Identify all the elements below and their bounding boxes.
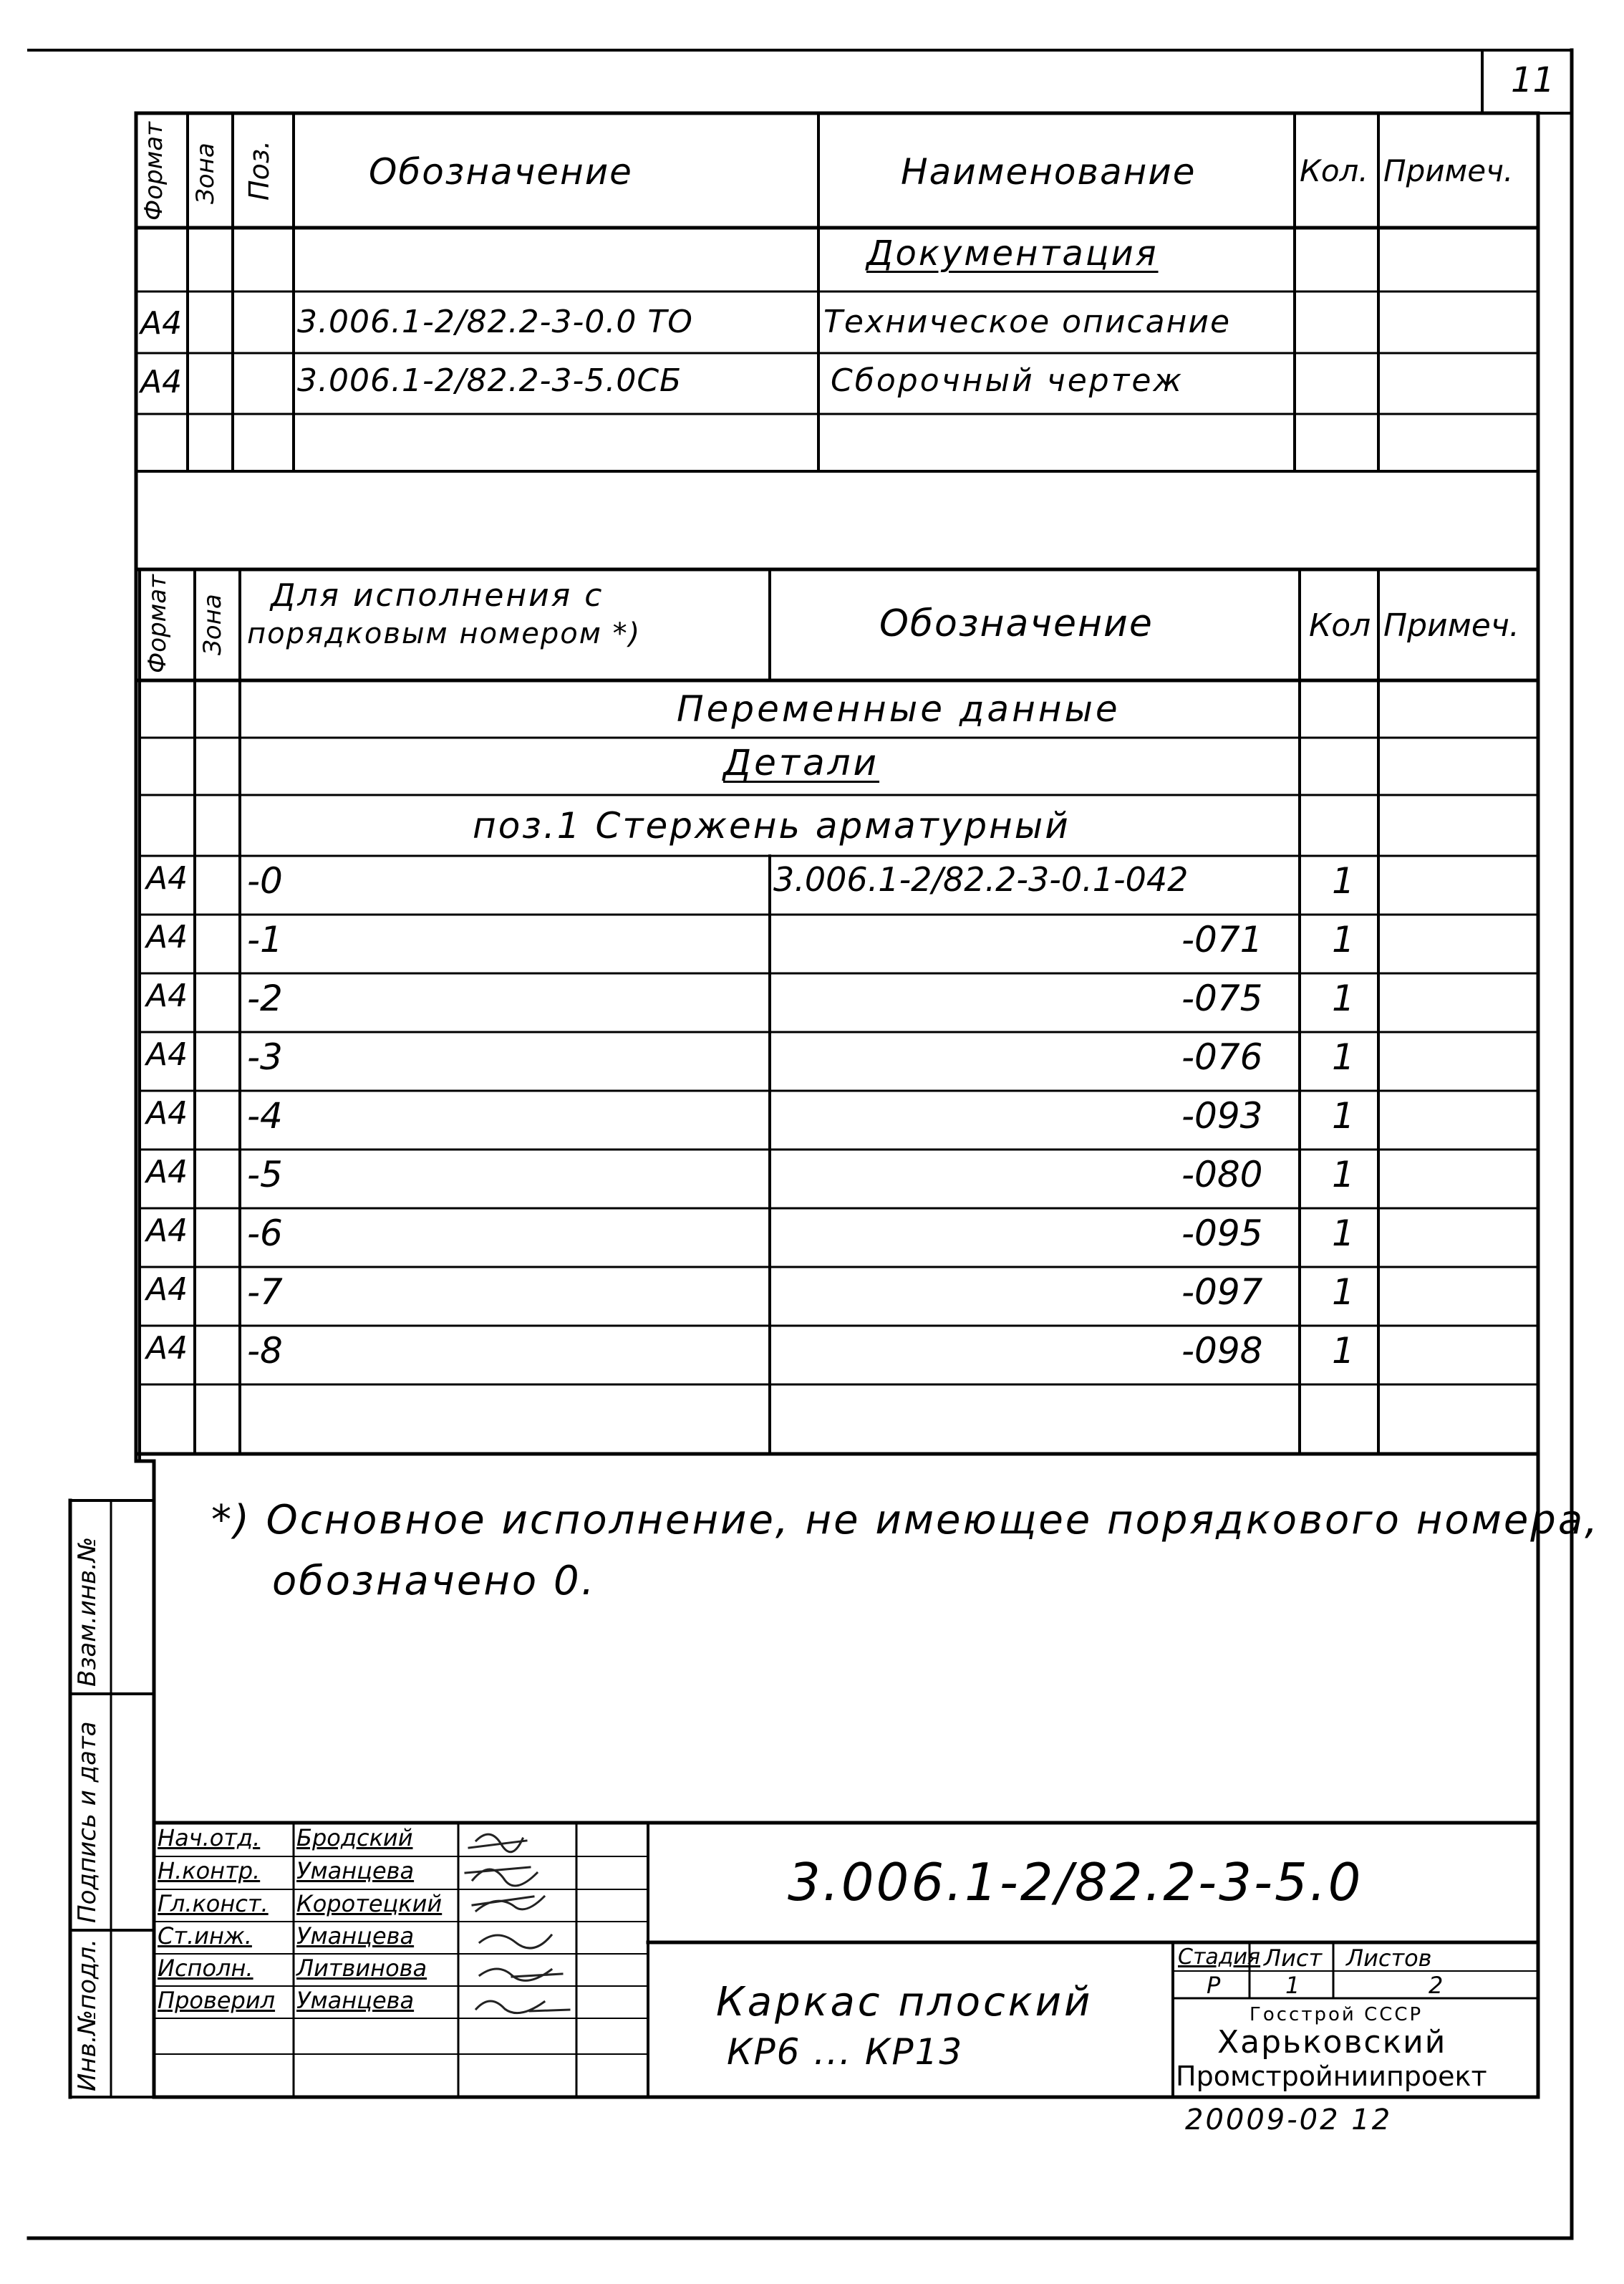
variant-row-number: -7	[247, 1271, 283, 1313]
variant-row-designation: -080	[1181, 1154, 1263, 1195]
variant-row-number: -4	[247, 1095, 283, 1137]
doc-row-name: Техническое описание	[823, 304, 1232, 340]
variant-row-number: -8	[247, 1330, 283, 1372]
variant-row-qty: 1	[1332, 1330, 1355, 1372]
header-zone: Зона	[191, 143, 220, 204]
signature-name: Бродский	[296, 1824, 413, 1851]
signature-name: Коротецкий	[296, 1890, 443, 1917]
section-parts: Детали	[723, 742, 880, 784]
org-line2: Харьковский	[1217, 2024, 1447, 2061]
variant-row-qty: 1	[1332, 1213, 1355, 1254]
stage-label: Стадия	[1178, 1945, 1261, 1970]
variant-row-qty: 1	[1332, 1095, 1355, 1137]
variant-row-number: -2	[247, 978, 283, 1019]
variant-row-format: А4	[146, 1154, 188, 1190]
stamp-replaced: Взам.инв.№	[73, 1536, 102, 1687]
footnote-line2: обозначено 0.	[272, 1558, 596, 1604]
sheet-label: Лист	[1264, 1945, 1323, 1972]
variant-row-format: А4	[146, 860, 188, 897]
signature-role: Ст.инж.	[158, 1922, 252, 1950]
stage-value: Р	[1207, 1972, 1221, 1999]
header-note: Примеч.	[1383, 153, 1514, 188]
variant-row-designation: -093	[1181, 1095, 1263, 1137]
section-variable-data: Переменные данные	[677, 688, 1121, 730]
variant-row-number: -0	[247, 860, 283, 902]
sheets-value: 2	[1429, 1972, 1444, 1999]
variant-row-number: -6	[247, 1213, 283, 1254]
variant-row-format: А4	[146, 978, 188, 1014]
signature-name: Литвинова	[296, 1955, 427, 1982]
variant-row-number: -1	[247, 919, 283, 960]
sheets-label: Листов	[1346, 1945, 1432, 1972]
doc-row-designation: 3.006.1-2/82.2-3-5.0СБ	[297, 362, 682, 399]
variant-row-qty: 1	[1332, 1036, 1355, 1078]
variant-row-format: А4	[146, 1213, 188, 1249]
signature-name: Уманцева	[296, 1922, 415, 1950]
stamp-inv-orig: Инв.№подл.	[73, 1939, 102, 2091]
org-line3: Промстройниипроект	[1176, 2061, 1487, 2092]
variant-row-qty: 1	[1332, 1154, 1355, 1195]
header-pos: Поз.	[243, 140, 275, 201]
variant-row-number: -3	[247, 1036, 283, 1078]
stamp-sign-date: Подпись и дата	[73, 1721, 102, 1923]
variant-row-format: А4	[146, 1271, 188, 1308]
doc-row-designation: 3.006.1-2/82.2-3-0.0 ТО	[297, 304, 693, 340]
variant-row-qty: 1	[1332, 978, 1355, 1019]
variant-row-designation: -097	[1181, 1271, 1263, 1313]
drawing-title-line2: КР6 ... КР13	[727, 2031, 964, 2073]
variant-row-designation: -075	[1181, 978, 1263, 1019]
variant-row-designation: -071	[1181, 919, 1263, 960]
header-note: Примеч.	[1383, 607, 1519, 644]
variant-row-qty: 1	[1332, 1271, 1355, 1313]
doc-row-name: Сборочный чертеж	[831, 362, 1184, 399]
variant-row-format: А4	[146, 1095, 188, 1132]
variant-row-designation: -095	[1181, 1213, 1263, 1254]
sheet-value: 1	[1285, 1972, 1300, 1999]
drawing-code: 3.006.1-2/82.2-3-5.0	[788, 1852, 1363, 1912]
variant-row-designation: -076	[1181, 1036, 1263, 1078]
variant-row-qty: 1	[1332, 919, 1355, 960]
header-designation: Обозначение	[879, 602, 1154, 645]
header-variant-line1: Для исполнения с	[271, 577, 604, 614]
header-name: Наименование	[901, 151, 1197, 193]
variant-row-qty: 1	[1332, 860, 1355, 902]
header-qty: Кол.	[1300, 153, 1368, 188]
doc-row-format: А4	[140, 305, 183, 342]
item-title: поз.1 Стержень арматурный	[473, 805, 1070, 847]
variant-row-format: А4	[146, 1036, 188, 1073]
variant-row-designation: -098	[1181, 1330, 1263, 1372]
signature-role: Исполн.	[158, 1955, 253, 1982]
signature-role: Гл.конст.	[158, 1890, 269, 1917]
variant-row-number: -5	[247, 1154, 283, 1195]
variant-row-format: А4	[146, 1330, 188, 1367]
section-documentation: Документация	[866, 233, 1159, 274]
header-zone: Зона	[198, 594, 227, 655]
header-qty: Кол	[1309, 607, 1371, 644]
signature-name: Уманцева	[296, 1857, 415, 1884]
header-format: Формат	[143, 574, 172, 673]
header-variant-line2: порядковым номером *)	[247, 617, 642, 650]
org-line1: Госстрой СССР	[1250, 2004, 1424, 2025]
drawing-title-line1: Каркас плоский	[716, 1979, 1093, 2025]
signature-role: Н.контр.	[158, 1857, 261, 1884]
page-number: 11	[1511, 60, 1555, 100]
doc-row-format: А4	[140, 364, 183, 400]
footnote-line1: *) Основное исполнение, не имеющее порядкового номера,	[211, 1497, 1600, 1543]
header-designation: Обозначение	[369, 151, 633, 193]
variant-row-designation: 3.006.1-2/82.2-3-0.1-042	[773, 860, 1189, 899]
signature-name: Уманцева	[296, 1987, 415, 2014]
signature-role: Проверил	[158, 1987, 276, 2014]
header-format: Формат	[140, 122, 168, 221]
archive-code: 20009-02 12	[1185, 2104, 1393, 2136]
variant-row-format: А4	[146, 919, 188, 955]
signature-role: Нач.отд.	[158, 1824, 261, 1851]
